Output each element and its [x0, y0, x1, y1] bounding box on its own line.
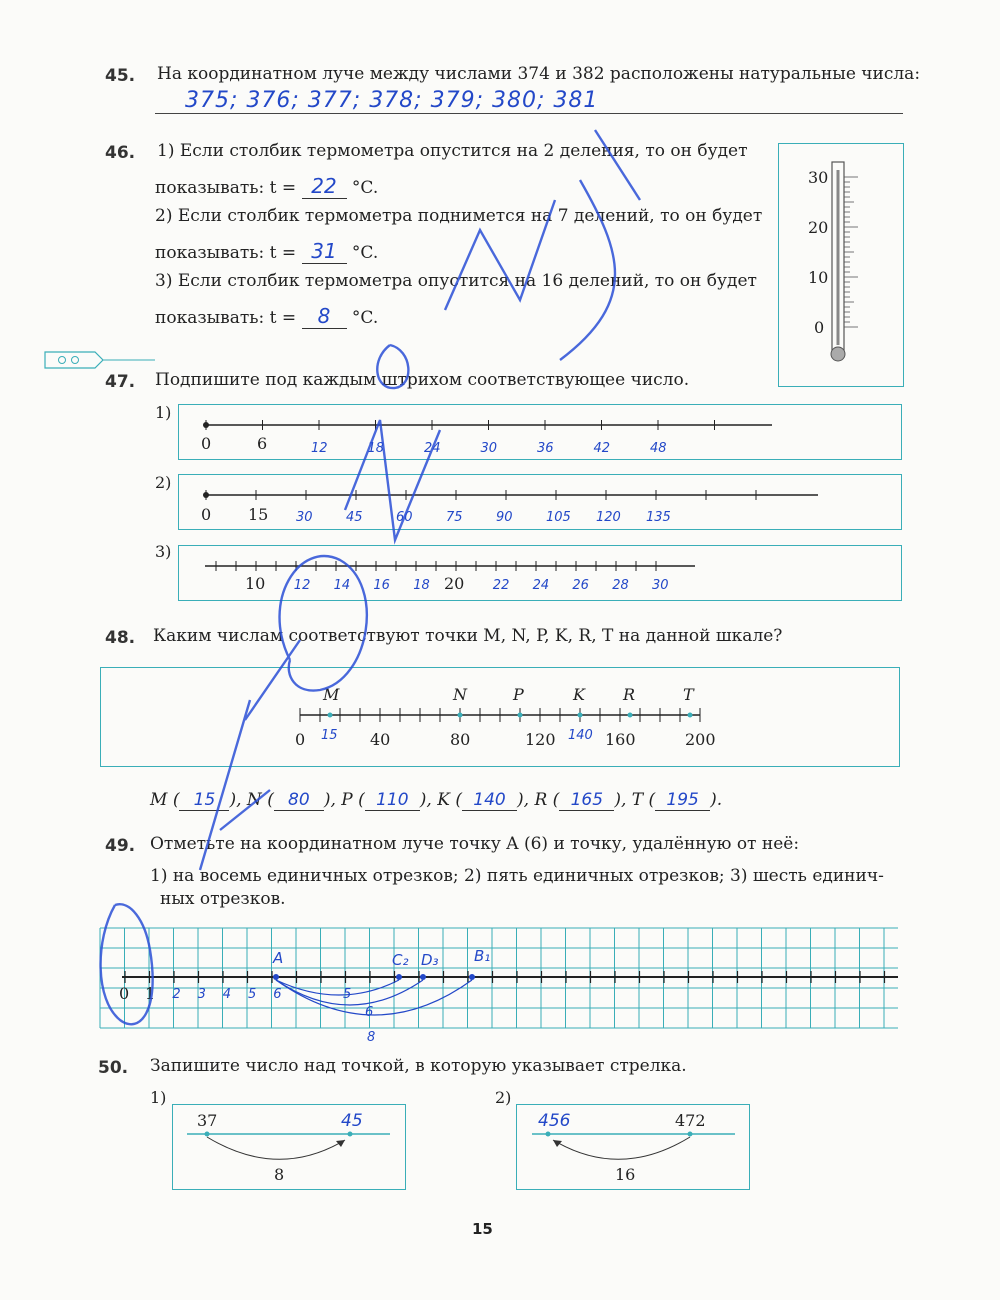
- row1-written-42: 42: [593, 441, 611, 456]
- item2-right: 472: [675, 1111, 706, 1130]
- row2-written-105: 105: [546, 510, 571, 525]
- grid-written-6: 6: [273, 987, 282, 1002]
- row3-printed-1: 20: [444, 574, 465, 593]
- row1-written-18: 18: [367, 441, 385, 456]
- row1-written-12: 12: [311, 441, 328, 456]
- row2-written-45: 45: [346, 510, 363, 525]
- row3-written-24: 24: [532, 578, 550, 593]
- point-A: A: [273, 949, 284, 967]
- task-47-row1-label: 1): [155, 403, 172, 422]
- row3-written-28: 28: [612, 578, 629, 593]
- row1-printed-1: 6: [257, 434, 268, 453]
- row2-written-90: 90: [496, 510, 513, 525]
- item1-left: 37: [197, 1111, 218, 1130]
- row2-printed-1: 15: [248, 505, 269, 524]
- page-number: 15: [472, 1220, 493, 1238]
- scale-label-160: 160: [605, 730, 636, 749]
- task-49-text2: 1) на восемь единичных отрезков; 2) пять единичных отрезков; 3) шесть единич-: [150, 866, 884, 886]
- task-48-text: Каким числам соответствуют точки M, N, P, K, R, T на данной шкале?: [153, 626, 783, 646]
- task-46-answer-2: 31: [302, 239, 347, 264]
- scale-written-15: 15: [321, 728, 338, 743]
- arc-label-6: 6: [365, 1005, 374, 1020]
- task-50-item2-label: 2): [495, 1088, 512, 1107]
- point-label-N: N: [453, 685, 467, 704]
- answer-K: 140: [462, 790, 517, 811]
- grid-written-4: 4: [222, 987, 232, 1002]
- point-label-T: T: [683, 685, 694, 704]
- task-48-number: 48.: [105, 628, 136, 648]
- row1-printed-0: 0: [201, 434, 212, 453]
- point-C2: C₂: [392, 951, 409, 969]
- row2-printed-0: 0: [201, 505, 212, 524]
- item2-step: 16: [615, 1165, 636, 1184]
- task-50-text: Запишите число над точкой, в которую указывает стрелка.: [150, 1056, 687, 1076]
- point-label-P: P: [513, 685, 524, 704]
- task-46-line4: показывать: t = 31 °C.: [155, 239, 379, 263]
- point-label-M: M: [323, 685, 340, 704]
- row3-written-26: 26: [572, 578, 589, 593]
- scale-label-0: 0: [295, 730, 306, 749]
- task-46-number: 46.: [105, 143, 136, 163]
- grid-printed-1: 1: [145, 984, 156, 1003]
- point-B1: B₁: [474, 947, 491, 965]
- answer-N: 80: [274, 790, 324, 811]
- row3-written-18: 18: [413, 578, 430, 593]
- item1-step: 8: [274, 1165, 285, 1184]
- task-48-answers: M ( 15 ), N ( 80 ), P ( 110 ), K ( 140 ), R ( 165 ), T ( 195 ).: [150, 790, 723, 810]
- row3-written-22: 22: [492, 578, 510, 593]
- task-49-text1: Отметьте на координатном луче точку A (6) и точку, удалённую от неё:: [150, 834, 800, 854]
- task-46-answer-3: 8: [302, 304, 347, 329]
- grid-written-5: 5: [248, 987, 257, 1002]
- answer-R: 165: [559, 790, 614, 811]
- scale-written-140: 140: [568, 728, 593, 743]
- task-49-text3: ных отрезков.: [160, 889, 286, 909]
- task-46-answer-1: 22: [302, 174, 347, 199]
- scale-label-200: 200: [685, 730, 716, 749]
- item2-left: 456: [538, 1111, 571, 1131]
- task-50-number: 50.: [98, 1058, 129, 1078]
- task-50-item1-label: 1): [150, 1088, 167, 1107]
- item1-right: 45: [341, 1111, 363, 1131]
- scale-label-120: 120: [525, 730, 556, 749]
- task-47-row2-label: 2): [155, 473, 172, 492]
- answer-P: 110: [365, 790, 420, 811]
- row3-written-16: 16: [373, 578, 390, 593]
- row1-written-36: 36: [537, 441, 554, 456]
- row3-written-30: 30: [652, 578, 669, 593]
- task-47-row3-label: 3): [155, 542, 172, 561]
- task-47-number: 47.: [105, 372, 136, 392]
- thermo-label-20: 20: [808, 218, 829, 237]
- task-45-answer: 375; 376; 377; 378; 379; 380; 381: [185, 88, 599, 113]
- task-46-line5: 3) Если столбик термометра опустится на 16 делений, то он будет: [155, 271, 757, 291]
- scale-label-40: 40: [370, 730, 391, 749]
- row1-written-30: 30: [480, 441, 498, 456]
- row3-printed-0: 10: [245, 574, 266, 593]
- answer-M: 15: [179, 790, 229, 811]
- task-45-number: 45.: [105, 66, 136, 86]
- task-46-line3: 2) Если столбик термометра поднимется на 7 делений, то он будет: [155, 206, 763, 226]
- task-49-number: 49.: [105, 836, 136, 856]
- row3-written-12: 12: [293, 578, 311, 593]
- arc-label-8: 8: [367, 1030, 376, 1045]
- row2-written-120: 120: [596, 510, 621, 525]
- point-label-R: R: [623, 685, 636, 704]
- point-label-K: K: [573, 685, 585, 704]
- task-45-text: На координатном луче между числами 374 и 382 расположены натуральные числа:: [157, 64, 921, 84]
- row2-written-135: 135: [646, 510, 671, 525]
- row2-written-75: 75: [446, 510, 463, 525]
- task-46-line2: показывать: t = 22 °C.: [155, 174, 379, 198]
- row2-written-60: 60: [396, 510, 413, 525]
- task-46-line6: показывать: t = 8 °C.: [155, 304, 379, 328]
- task-47-text: Подпишите под каждым штрихом соответствующее число.: [155, 370, 690, 390]
- row1-written-24: 24: [424, 441, 441, 456]
- thermo-label-0: 0: [814, 318, 825, 337]
- grid-printed-0: 0: [119, 984, 130, 1003]
- grid-written-3: 3: [197, 987, 206, 1002]
- answer-T: 195: [655, 790, 710, 811]
- row1-written-48: 48: [650, 441, 667, 456]
- scale-label-80: 80: [450, 730, 471, 749]
- point-D3: D₃: [421, 951, 439, 969]
- row3-written-14: 14: [333, 578, 351, 593]
- grid-written-2: 2: [172, 987, 181, 1002]
- thermo-label-30: 30: [808, 168, 829, 187]
- task-46-line1: 1) Если столбик термометра опустится на 2 деления, то он будет: [157, 141, 748, 161]
- thermo-label-10: 10: [808, 268, 829, 287]
- arc-label-5: 5: [343, 987, 352, 1002]
- row2-written-30: 30: [296, 510, 313, 525]
